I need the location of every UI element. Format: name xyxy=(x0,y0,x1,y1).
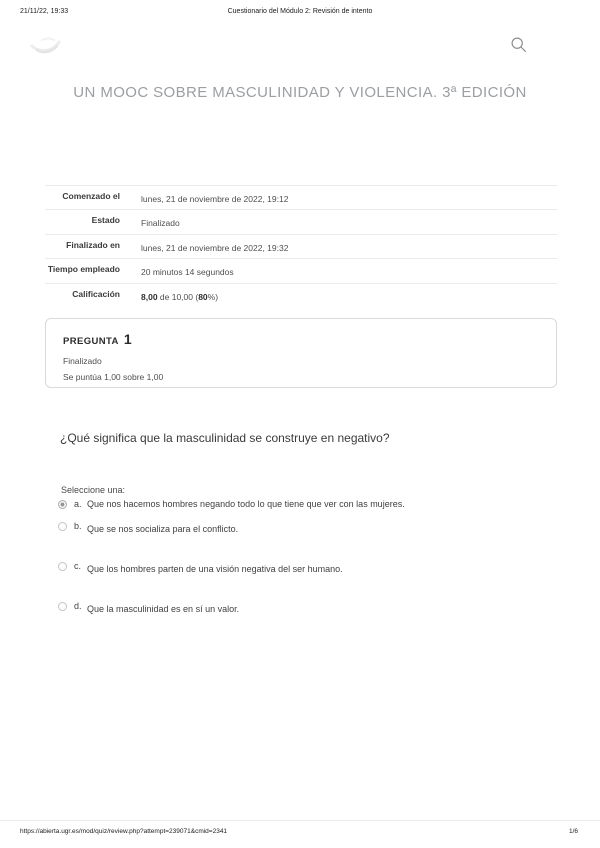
question-info-card xyxy=(45,318,557,388)
summary-value: lunes, 21 de noviembre de 2022, 19:12 xyxy=(141,194,289,204)
summary-value: Finalizado xyxy=(141,218,180,229)
question-label: PREGUNTA xyxy=(63,336,119,347)
option-radio[interactable] xyxy=(58,522,67,531)
question-number-line xyxy=(63,331,539,349)
option-letter: c. xyxy=(74,561,82,571)
grade-percent: 80 xyxy=(198,291,208,302)
summary-row-state xyxy=(45,209,557,233)
option-letter: b. xyxy=(74,521,82,531)
summary-row-grade xyxy=(45,283,557,307)
summary-label: Finalizado en xyxy=(66,239,120,250)
question-status: Finalizado xyxy=(63,356,102,366)
option-row-a xyxy=(58,499,555,511)
grade-suffix: %) xyxy=(207,291,219,302)
course-title: UN MOOC SOBRE MASCULINIDAD Y VIOLENCIA. 3ª EDICIÓN xyxy=(73,84,527,101)
option-letter: a. xyxy=(74,499,82,509)
grade-value xyxy=(141,284,218,307)
summary-row-finished xyxy=(45,234,557,258)
question-text: ¿Qué significa que la masculinidad se construye en negativo? xyxy=(60,431,390,445)
summary-value: lunes, 21 de noviembre de 2022, 19:32 xyxy=(141,242,289,253)
summary-label: Tiempo empleado xyxy=(47,264,120,275)
option-radio[interactable] xyxy=(58,500,67,509)
grade-mid: de 10,00 ( xyxy=(157,291,199,302)
print-footer-url: https://abierta.ugr.es/mod/quiz/review.php?attempt=239071&cmid=2341 xyxy=(20,828,228,835)
print-timestamp: 21/11/22, 19:33 xyxy=(20,8,69,15)
answer-prompt: Seleccione una: xyxy=(61,485,126,495)
print-document-title: Cuestionario del Módulo 2: Revisión de intento xyxy=(227,8,373,15)
attempt-summary-table xyxy=(45,185,557,307)
summary-row-time-taken xyxy=(45,258,557,282)
site-logo-icon xyxy=(28,30,62,58)
footer-divider xyxy=(0,820,600,821)
summary-label: Comenzado el xyxy=(62,191,120,201)
option-text: Que la masculinidad es en sí un valor. xyxy=(87,604,240,614)
question-number: 1 xyxy=(123,331,132,347)
option-row-d xyxy=(58,601,555,613)
option-letter: d. xyxy=(74,601,82,611)
summary-row-started xyxy=(45,185,557,209)
question-points: Se puntúa 1,00 sobre 1,00 xyxy=(63,372,164,382)
options-list xyxy=(58,499,555,613)
option-row-c xyxy=(58,561,555,573)
search-icon[interactable] xyxy=(510,36,527,53)
option-text: Que nos hacemos hombres negando todo lo que tiene que ver con las mujeres. xyxy=(87,499,405,509)
option-text: Que los hombres parten de una visión negativa del ser humano. xyxy=(87,564,343,574)
print-footer-page-indicator: 1/6 xyxy=(568,828,578,835)
option-radio[interactable] xyxy=(58,562,67,571)
option-text: Que se nos socializa para el conflicto. xyxy=(87,524,239,534)
summary-label: Estado xyxy=(91,215,120,226)
summary-label: Calificación xyxy=(72,288,120,299)
option-row-b xyxy=(58,521,555,533)
summary-value: 20 minutos 14 segundos xyxy=(141,267,234,278)
grade-score: 8,00 xyxy=(141,291,158,302)
option-radio[interactable] xyxy=(58,602,67,611)
